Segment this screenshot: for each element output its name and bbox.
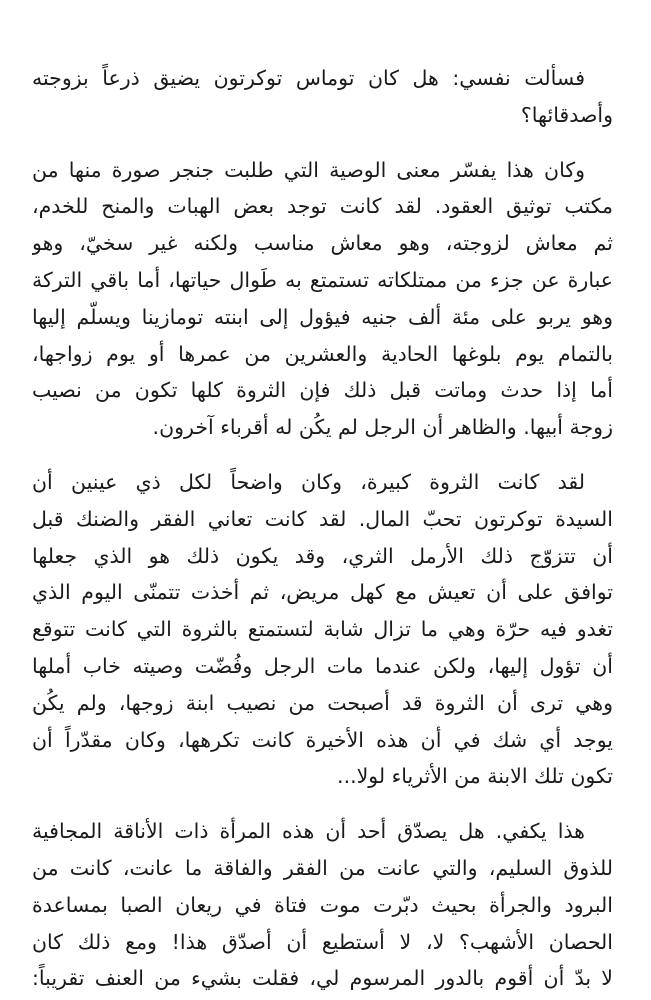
text-line: بالتمام يوم بلوغها الحادية والعشرين من عمرها أو يوم زواجها، [32,341,613,366]
text-line: أن تتزوّج ذلك الأرمل الثري، وقد يكون ذلك هو الذي جعلها [32,543,613,568]
text-line: مكتب توثيق العقود. لقد كانت توجد بعض الهبات والمنح للخدم، [32,194,613,219]
paragraph-3 [32,464,613,795]
text-line: السيدة توكرتون تحبّ المال. لقد كانت تعاني الفقر والضنك قبل [32,506,613,531]
text-line: وكان هذا يفسّر معنى الوصية التي طلبت جنجر صورة منها من [32,157,585,182]
text-line: تغدو فيه حرّة وهي ما تزال شابة لتستمتع بالثروة التي كانت تتوقع [32,617,613,642]
text-line: ثم معاش لزوجته، وهو معاش مناسب ولكنه غير سخيّ، وهو [32,231,613,256]
text-line: أما إذا حدث وماتت قبل ذلك فإن الثروة كلها تكون من نصيب [32,378,613,403]
text-line: وهي ترى أن الثروة قد أصبحت من نصيب ابنة زوجها، ولم يكُن [32,690,613,715]
text-line: أن تؤول إليها، ولكن عندما مات الرجل وفُضّت وصيته خاب أملها [32,653,613,678]
text-line: لقد كانت الثروة كبيرة، وكان واضحاً لكل ذي عينين أن [32,469,585,494]
text-line: زوجة أبيها. والظاهر أن الرجل لم يكُن له أقرباء آخرون. [152,415,613,440]
text-line: يوجد أي شك في أن هذه الأخيرة كانت تكرهها، وكان مقدّراً أن [32,727,613,752]
text-line: توافق على أن تعيش مع كهل مريض، ثم أخذت تتمنّى اليوم الذي [32,580,613,605]
paragraph-1 [32,60,613,134]
paragraph-2 [32,152,613,446]
text-line: فسألت نفسي: هل كان توماس توكرتون يضيق ذرعاً بزوجته [32,66,585,90]
text-line: الحصان الأشهب؟ لا، لا أستطيع أن أصدّق هذا! ومع ذلك كان [32,929,613,954]
text-line: للذوق السليم، والتي عانت من الفقر والفاقة ما عانت، كانت من [32,855,613,880]
text-line: عبارة عن جزء من ممتلكاته تستمتع به طَوال حياتها، أما باقي التركة [32,267,613,292]
paragraph-4 [32,813,613,997]
text-line: لا بدّ أن أقوم بالدور المرسوم لي، فقلت بشيء من العنف تقريباً: [32,966,613,991]
text-line: هذا يكفي. هل يصدّق أحد أن هذه المرأة ذات الأناقة المجافية [32,819,585,844]
text-line: البرود والجرأة بحيث دبّرت موت فتاة في ريعان الصبا بمساعدة [32,892,613,917]
text-line: وأصدقائها؟ [520,102,613,127]
text-line: تكون تلك الابنة من الأثرياء لولا... [337,764,613,789]
text-line: وهو يربو على مئة ألف جنيه فيؤول إلى ابنته تومازينا ويسلّم إليها [32,304,613,329]
